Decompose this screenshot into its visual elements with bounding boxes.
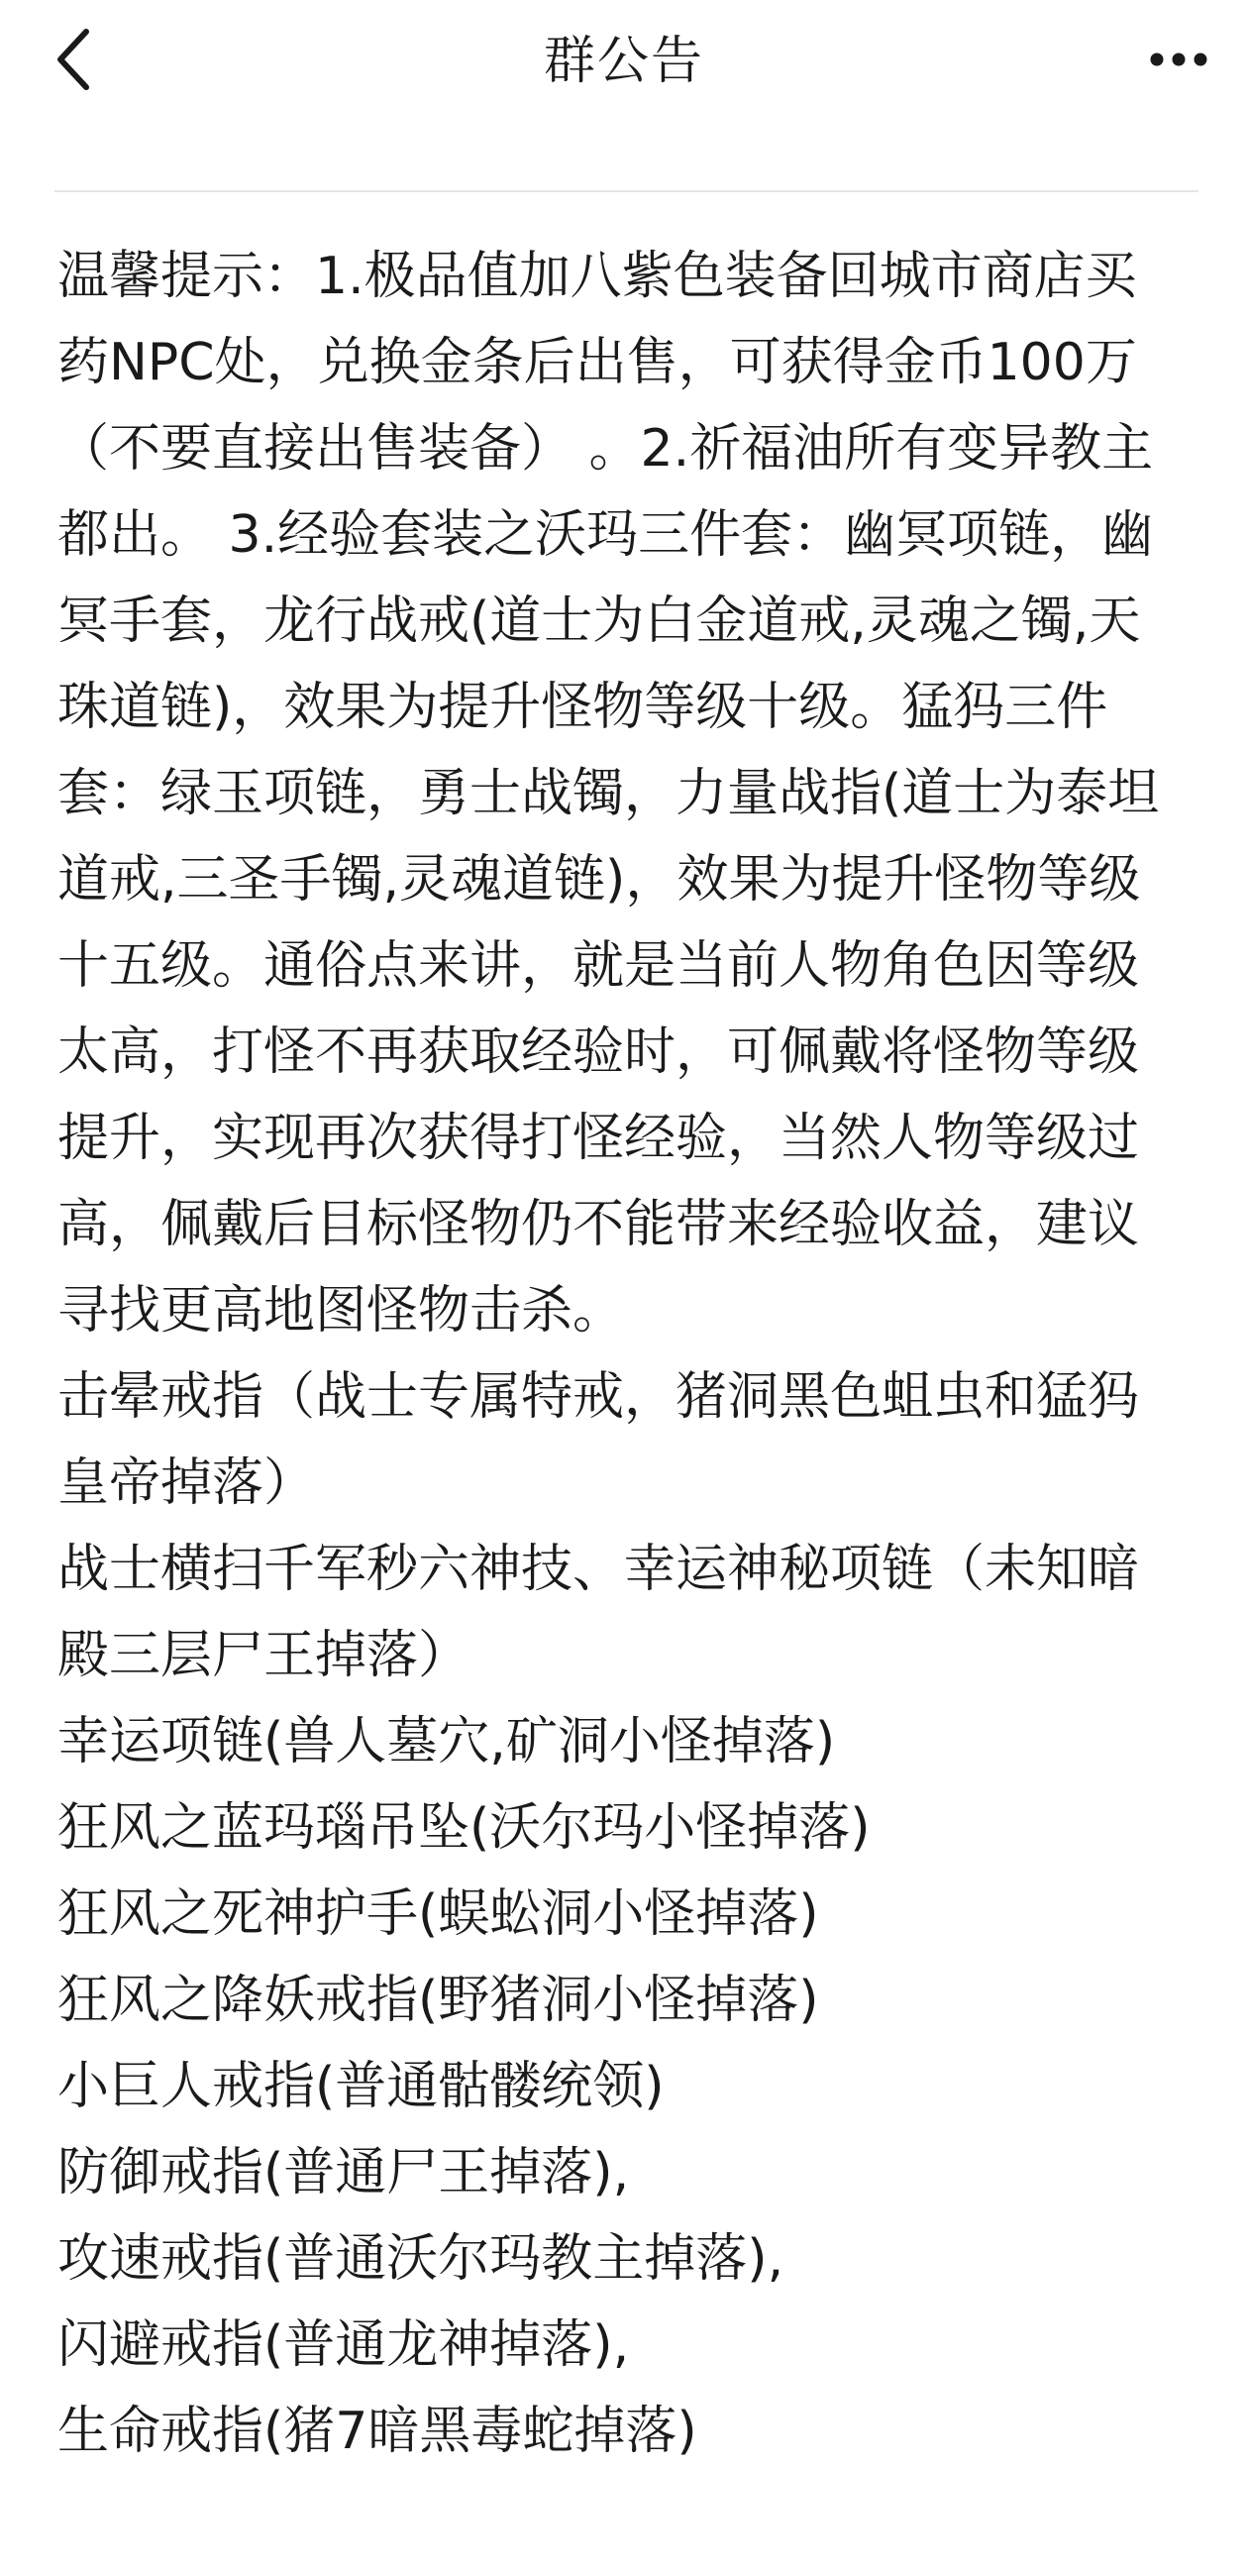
announcement-paragraph: 闪避戒指(普通龙神掉落),	[57, 2315, 630, 2375]
announcement-paragraph: 攻速戒指(普通沃尔玛教主掉落),	[57, 2229, 784, 2289]
announcement-paragraph: 防御戒指(普通尸王掉落),	[57, 2143, 630, 2202]
announcement-paragraph: 温馨提示：1.极品值加八紫色装备回城市商店买药NPC处，兑换金条后出售，可获得金币100万（不要直接出售装备） 。2.祈福油所有变异教主都出。 3.经验套装之沃玛三件套：幽冥项链，幽冥手套，龙行战戒(道士为白金道戒,灵魂之镯,天珠道链)，效果为提升怪物等级十级。猛犸三件套：绿玉项链，勇士战镯，力量战指(道士为泰坦道戒,三圣手镯,灵魂道链)，效果为提升怪物等级十五级。通俗点来讲，就是当前人物角色因等级太高，打怪不再获取经验时，可佩戴将怪物等级提升，实现再次获得打怪经验，当然人物等级过高，佩戴后目标怪物仍不能带来经验收益，建议寻找更高地图怪物击杀。	[57, 247, 1160, 1341]
navigation-bar	[0, 0, 1248, 124]
header-divider	[54, 190, 1198, 192]
announcement-paragraph: 击晕戒指（战士专属特戒，猪洞黑色蛆虫和猛犸皇帝掉落）	[57, 1367, 1140, 1513]
announcement-paragraph: 狂风之降妖戒指(野猪洞小怪掉落)	[57, 1971, 819, 2030]
announcement-paragraph: 生命戒指(猪7暗黑毒蛇掉落)	[57, 2402, 697, 2461]
announcement-paragraph: 幸运项链(兽人墓穴,矿洞小怪掉落)	[57, 1712, 836, 1771]
page-title: 群公告	[543, 32, 704, 91]
announcement-content	[57, 234, 1187, 2475]
announcement-paragraph: 战士横扫千军秒六神技、幸运神秘项链（未知暗殿三层尸王掉落）	[57, 1540, 1140, 1685]
announcement-paragraph: 狂风之蓝玛瑙吊坠(沃尔玛小怪掉落)	[57, 1798, 871, 1858]
more-horizontal-icon	[1149, 52, 1208, 67]
announcement-paragraph: 小巨人戒指(普通骷髅统领)	[57, 2057, 665, 2116]
announcement-paragraph: 狂风之死神护手(蜈蚣洞小怪掉落)	[57, 1884, 819, 1944]
more-button[interactable]	[1139, 28, 1218, 91]
